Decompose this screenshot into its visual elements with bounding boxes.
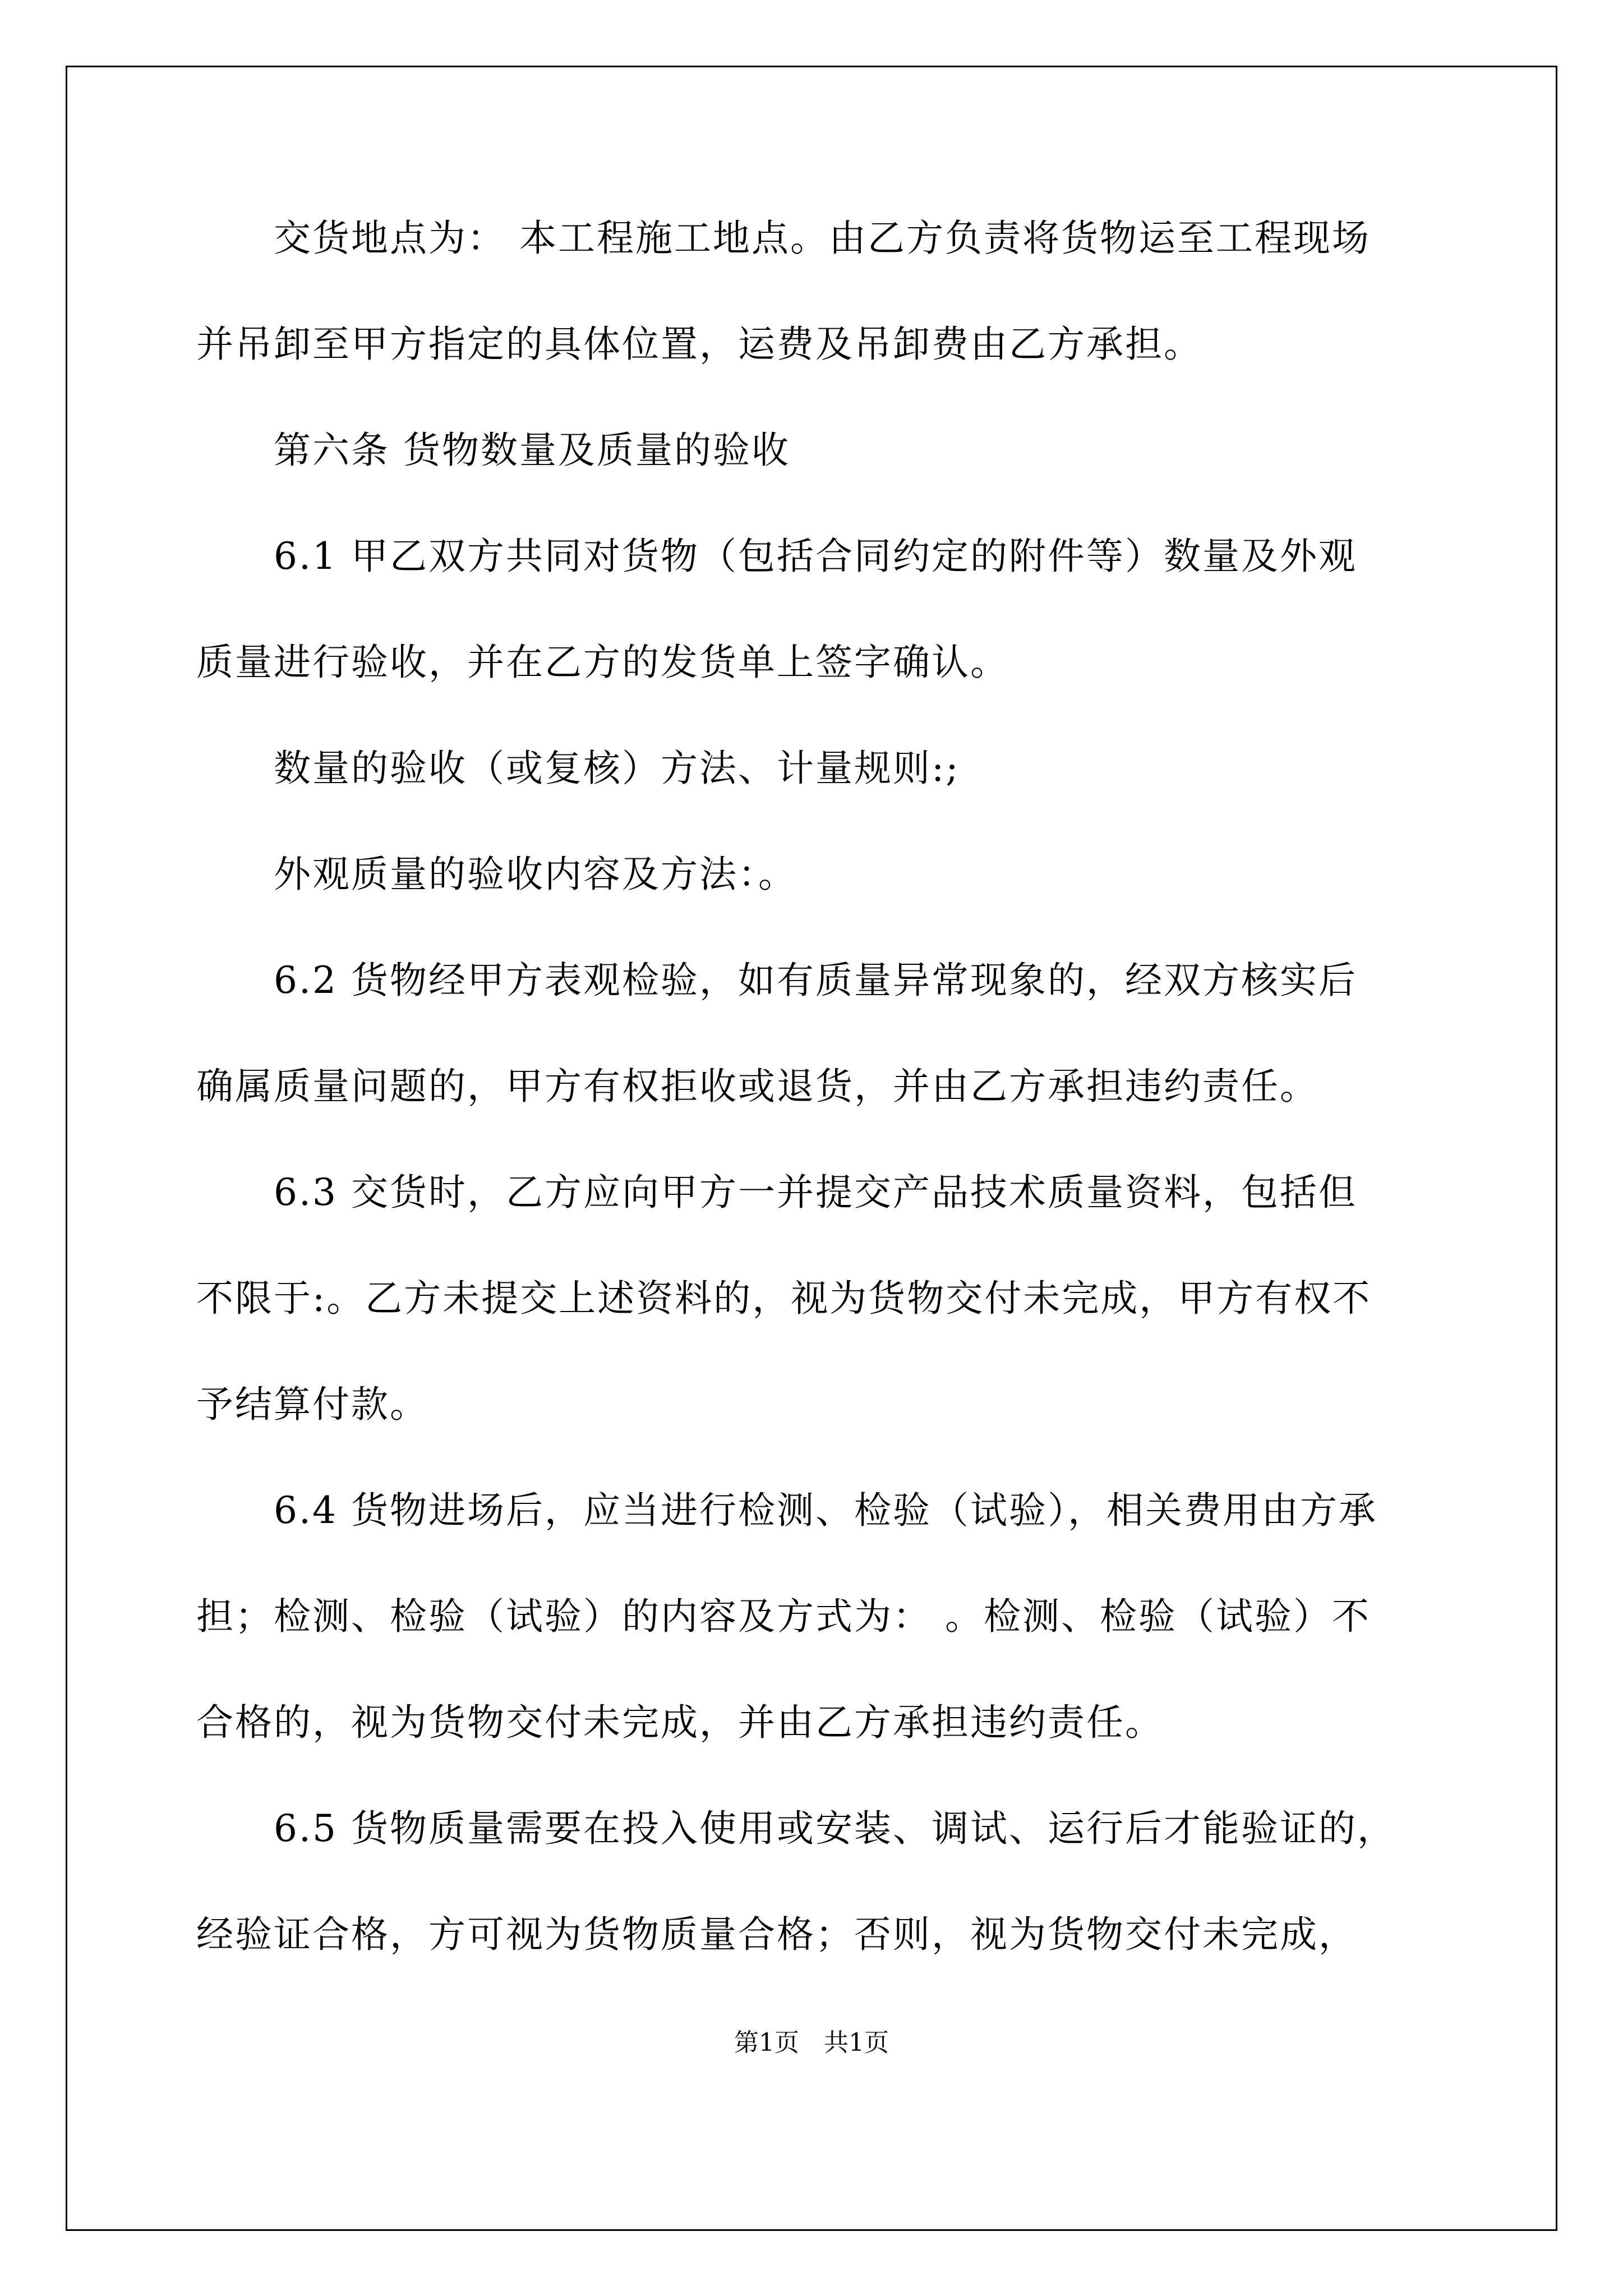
- text-line: 6.4 货物进场后，应当进行检测、检验（试验），相关费用由方承: [196, 1489, 1377, 1532]
- text-line: 确属质量问题的，甲方有权拒收或退货，并由乙方承担违约责任。: [196, 1065, 1318, 1108]
- text-line: 担；检测、检验（试验）的内容及方式为： 。检测、检验（试验）不: [196, 1595, 1371, 1638]
- section-heading: 第六条 货物数量及质量的验收: [196, 429, 790, 472]
- text-line: 6.3 交货时，乙方应向甲方一并提交产品技术质量资料，包括但: [196, 1171, 1357, 1214]
- text-line: 6.1 甲乙双方共同对货物（包括合同约定的附件等）数量及外观: [196, 535, 1357, 578]
- page-footer: 第1页 共1页: [734, 2028, 889, 2057]
- text-line: 数量的验收（或复核）方法、计量规则:;: [196, 747, 960, 790]
- text-line: 外观质量的验收内容及方法：。: [196, 853, 797, 896]
- text-line: 交货地点为： 本工程施工地点。由乙方负责将货物运至工程现场: [196, 217, 1371, 260]
- text-line: 予结算付款。: [196, 1383, 428, 1426]
- text-line: 质量进行验收，并在乙方的发货单上签字确认。: [196, 641, 1009, 684]
- text-line: 并吊卸至甲方指定的具体位置，运费及吊卸费由乙方承担。: [196, 323, 1202, 366]
- text-line: 6.5 货物质量需要在投入使用或安装、调试、运行后才能验证的，: [196, 1807, 1396, 1850]
- text-line: 不限于:。乙方未提交上述资料的，视为货物交付未完成，甲方有权不: [196, 1277, 1372, 1320]
- text-line: 6.2 货物经甲方表观检验，如有质量异常现象的，经双方核实后: [196, 959, 1357, 1002]
- text-line: 合格的，视为货物交付未完成，并由乙方承担违约责任。: [196, 1701, 1164, 1744]
- text-line: 经验证合格，方可视为货物质量合格；否则，视为货物交付未完成，: [196, 1913, 1357, 1956]
- page-border: [66, 66, 1557, 2231]
